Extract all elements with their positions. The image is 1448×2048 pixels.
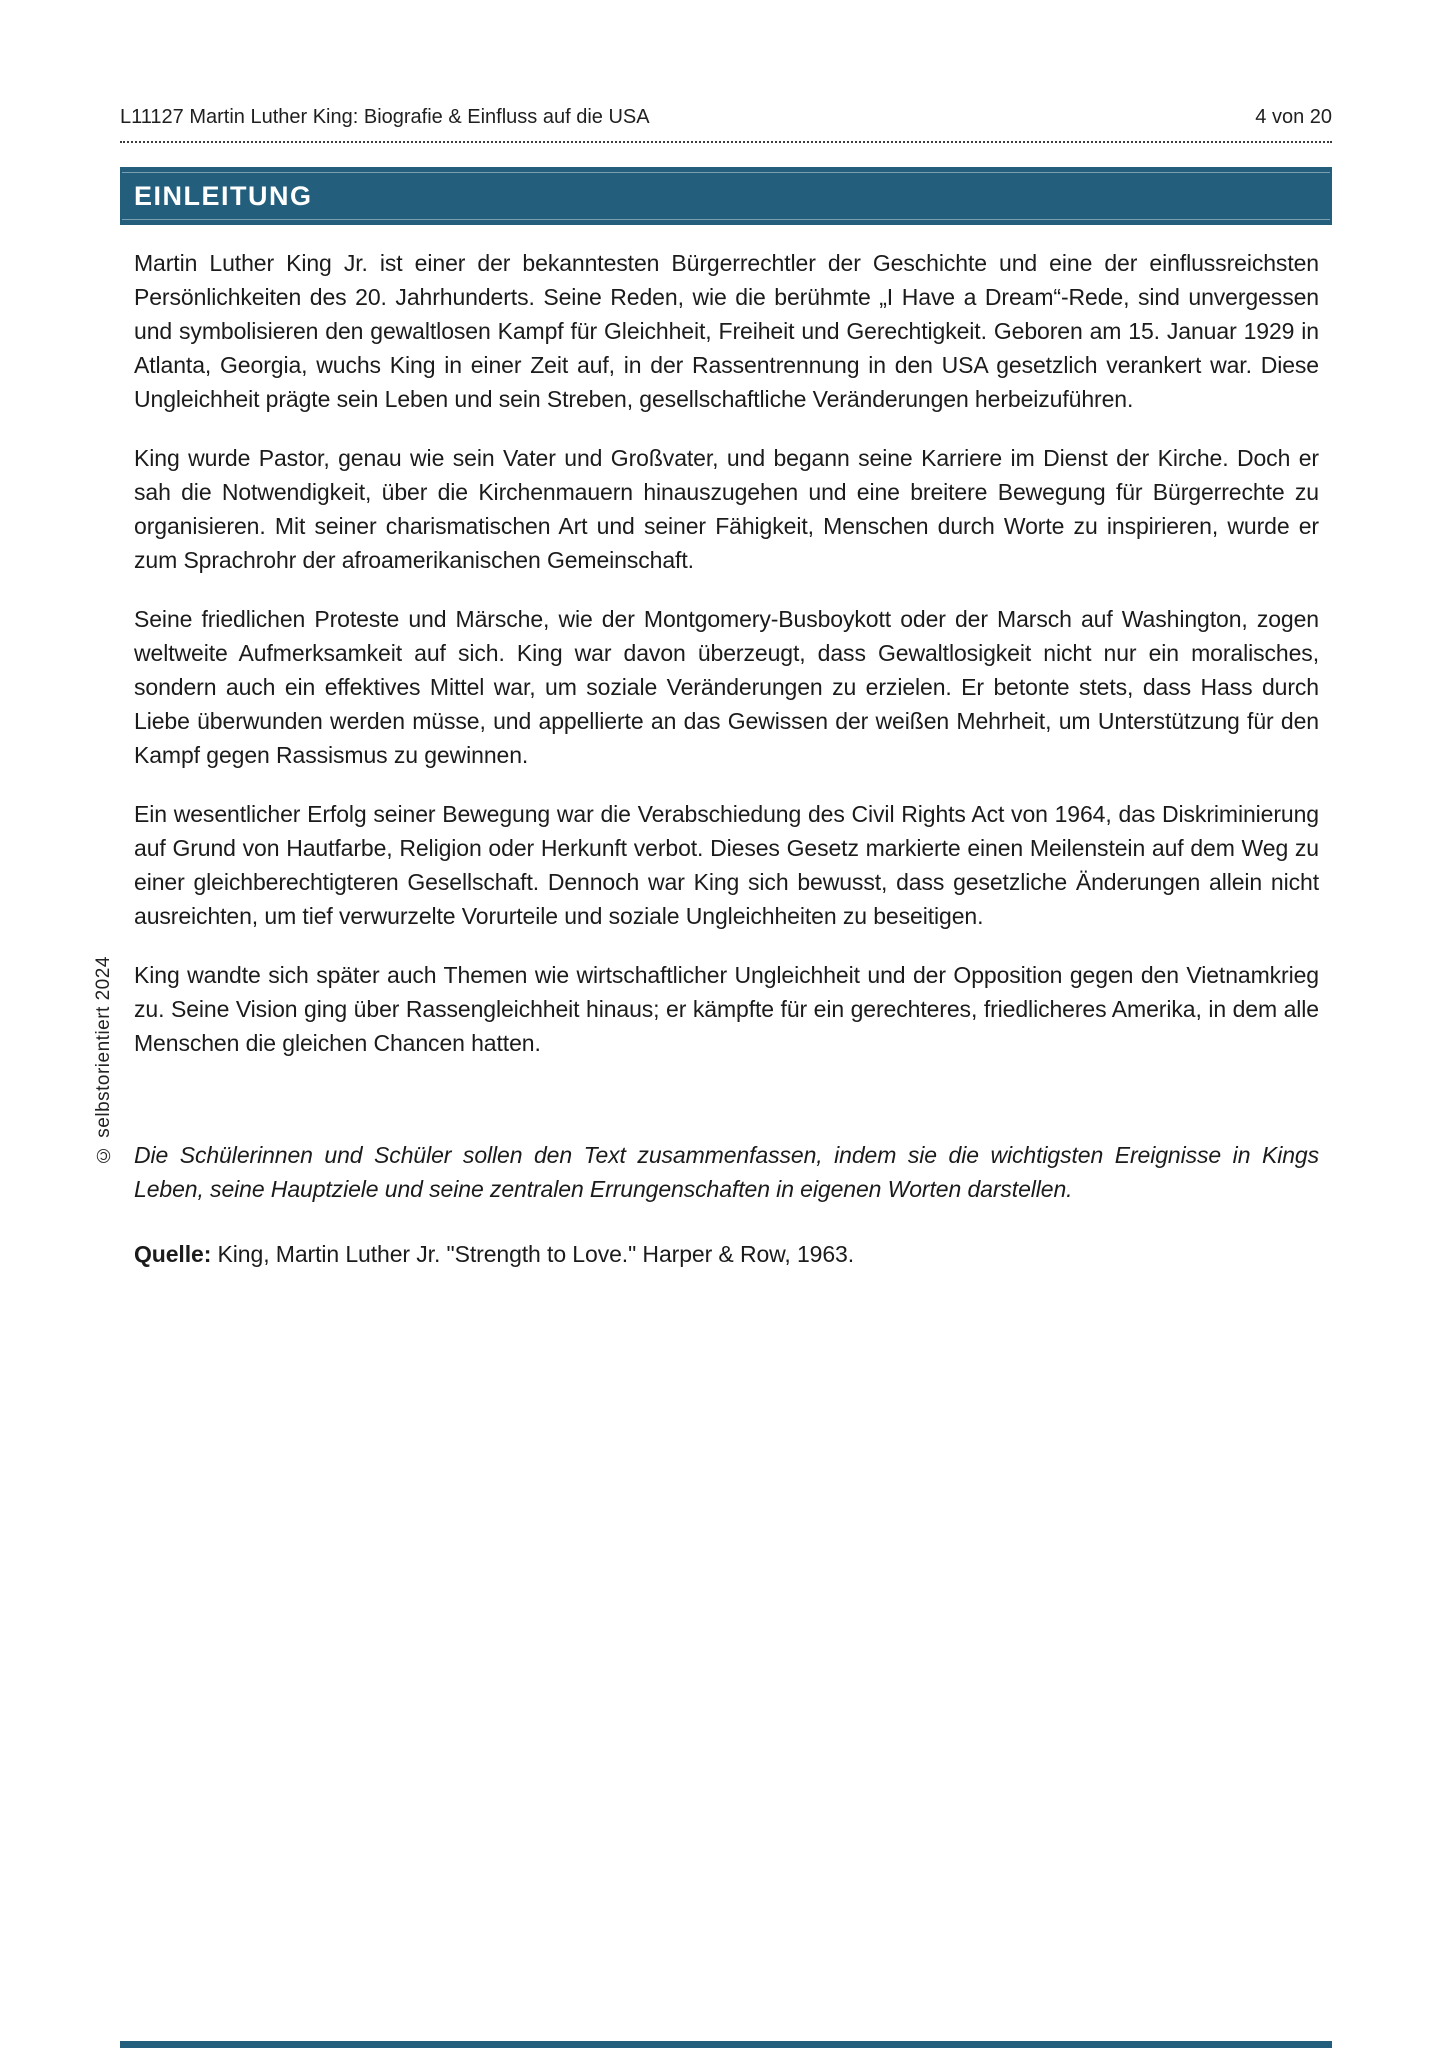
next-section-bar-cutoff [120, 2041, 1332, 2048]
paragraph-civil-rights-act: Ein wesentlicher Erfolg seiner Bewegung war die Verabschiedung des Civil Rights Act von 1964, das Diskriminierung auf Grund von Hautfarbe, Religion oder Herkunft verbot. Dieses Gesetz markierte einen Meilenstein auf dem Weg zu einer gleichberechtigteren Gesellschaft. Dennoch war King sich bewusst, dass gesetzliche Änderungen allein nicht ausreichten, um tief verwurzelte Vorurteile und soziale Ungleichheiten zu beseitigen. [134, 801, 1319, 929]
document-title: L11127 Martin Luther King: Biografie & Einfluss auf die USA [120, 106, 650, 128]
page-number: 4 von 20 [1255, 106, 1332, 128]
section-title: EINLEITUNG [134, 180, 313, 211]
source-label: Quelle: [134, 1241, 212, 1267]
section-header-bar [120, 167, 1332, 225]
paragraph-proteste: Seine friedlichen Proteste und Märsche, wie der Montgomery-Busboykott oder der Marsch auf Washington, zogen weltweite Aufmerksamkeit auf sich. King war davon überzeugt, dass Gewaltlosigkeit nicht nur ein moralisches, sondern auch ein effektives Mittel war, um soziale Veränderungen zu erzielen. Er betonte stets, dass Hass durch Liebe überwunden werden müsse, und appellierte an das Gewissen der weißen Mehrheit, um Unterstützung für den Kampf gegen Rassismus zu gewinnen. [134, 606, 1319, 768]
content-column [120, 0, 1332, 1271]
running-header [120, 0, 1332, 143]
source-line [134, 1237, 1319, 1271]
paragraph-vision: King wandte sich später auch Themen wie wirtschaftlicher Ungleichheit und der Opposition gegen den Vietnamkrieg zu. Seine Vision ging über Rassengleichheit hinaus; er kämpfte für ein gerechteres, friedlicheres Amerika, in dem alle Menschen die gleichen Chancen hatten. [134, 962, 1319, 1056]
source-citation: King, Martin Luther Jr. "Strength to Love." Harper & Row, 1963. [211, 1241, 855, 1267]
task-instruction-note: Die Schülerinnen und Schüler sollen den Text zusammenfassen, indem sie die wichtigsten Ereignisse in Kings Leben, seine Hauptziele und seine zentralen Errungenschaften in eigenen Worten darstellen. [134, 1142, 1319, 1202]
copyright-vertical-text: © selbstorientiert 2024 [93, 956, 114, 1166]
body-text [120, 246, 1332, 1271]
paragraph-intro: Martin Luther King Jr. ist einer der bekanntesten Bürgerrechtler der Geschichte und eine der einflussreichsten Persönlichkeiten des 20. Jahrhunderts. Seine Reden, wie die berühmte „I Have a Dream“-Rede, sind unvergessen und symbolisieren den gewaltlosen Kampf für Gleichheit, Freiheit und Gerechtigkeit. Geboren am 15. Januar 1929 in Atlanta, Georgia, wuchs King in einer Zeit auf, in der Rassentrennung in den USA gesetzlich verankert war. Diese Ungleichheit prägte sein Leben und sein Streben, gesellschaftliche Veränderungen herbeizuführen. [134, 250, 1319, 412]
paragraph-pastor: King wurde Pastor, genau wie sein Vater und Großvater, und begann seine Karriere im Dienst der Kirche. Doch er sah die Notwendigkeit, über die Kirchenmauern hinauszugehen und eine breitere Bewegung für Bürgerrechte zu organisieren. Mit seiner charismatischen Art und seiner Fähigkeit, Menschen durch Worte zu inspirieren, wurde er zum Sprachrohr der afroamerikanischen Gemeinschaft. [134, 445, 1319, 573]
